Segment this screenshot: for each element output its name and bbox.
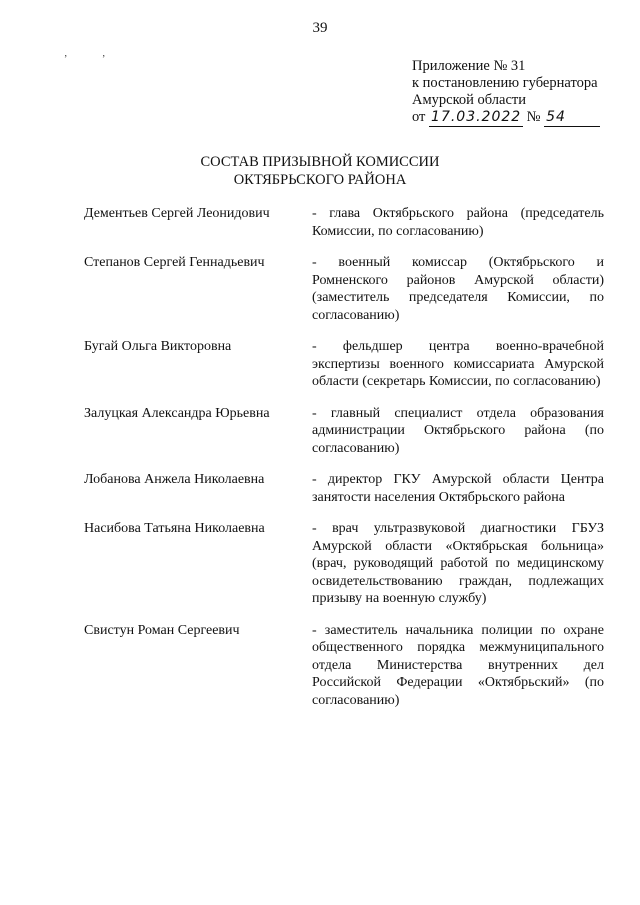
member-row: [84, 520, 604, 608]
member-row: [84, 622, 604, 710]
member-role: - директор ГКУ Амурской области Центра занятости населения Октябрьского района: [312, 472, 604, 505]
title-line-2: ОКТЯБРЬСКОГО РАЙОНА: [233, 172, 407, 188]
handwritten-number: 54: [544, 109, 600, 127]
member-role: - главный специалист отдела образования администрации Октябрьского района (по согласованию): [312, 405, 604, 456]
member-role: - врач ультразвуковой диагностики ГБУЗ Амурской области «Октябрьская больница» (врач, руководящий работой по медицинскому освидетельствованию граждан, подлежащих призыву на военную службу): [312, 521, 604, 606]
appendix-block: [412, 58, 632, 127]
member-role: - глава Октябрьского района (председатель Комиссии, по согласованию): [312, 206, 604, 239]
member-row: [84, 205, 604, 240]
member-row: [84, 405, 604, 458]
member-role: - фельдшер центра военно-врачебной экспертизы военного комиссариата Амурской области (секретарь Комиссии, по согласованию): [312, 339, 604, 389]
member-name: Насибова Татьяна Николаевна: [84, 521, 265, 536]
from-label: от: [412, 109, 426, 125]
member-row: [84, 338, 604, 391]
member-name: Лобанова Анжела Николаевна: [84, 472, 265, 487]
member-name: Залуцкая Александра Юрьевна: [84, 405, 270, 421]
member-name: Бугай Ольга Викторовна: [84, 339, 232, 354]
appendix-ref: к постановлению губернатора: [412, 75, 598, 91]
title-line-1: СОСТАВ ПРИЗЫВНОЙ КОМИССИИ: [200, 154, 440, 170]
member-name: Степанов Сергей Геннадьевич: [84, 255, 265, 270]
member-row: [84, 254, 604, 324]
number-label: №: [526, 109, 541, 125]
appendix-date-line: [412, 109, 632, 127]
handwritten-date: 17.03.2022: [431, 109, 522, 125]
member-roster: [84, 205, 604, 709]
document-title: [0, 153, 640, 189]
appendix-region: Амурской области: [412, 92, 526, 108]
member-role: - заместитель начальника полиции по охране общественного порядка межмуниципального отдела Министерства внутренних дел Российской Федерации «Октябрьский» (по согласованию): [312, 622, 604, 708]
member-name: Дементьев Сергей Леонидович: [84, 206, 270, 221]
member-row: [84, 471, 604, 506]
member-name: Свистун Роман Сергеевич: [84, 622, 240, 638]
page-number: 39: [312, 20, 328, 36]
appendix-title: Приложение № 31: [412, 58, 526, 74]
member-role: - военный комиссар (Октябрьского и Ромненского районов Амурской области) (заместитель председателя Комиссии, по согласованию): [312, 255, 604, 323]
